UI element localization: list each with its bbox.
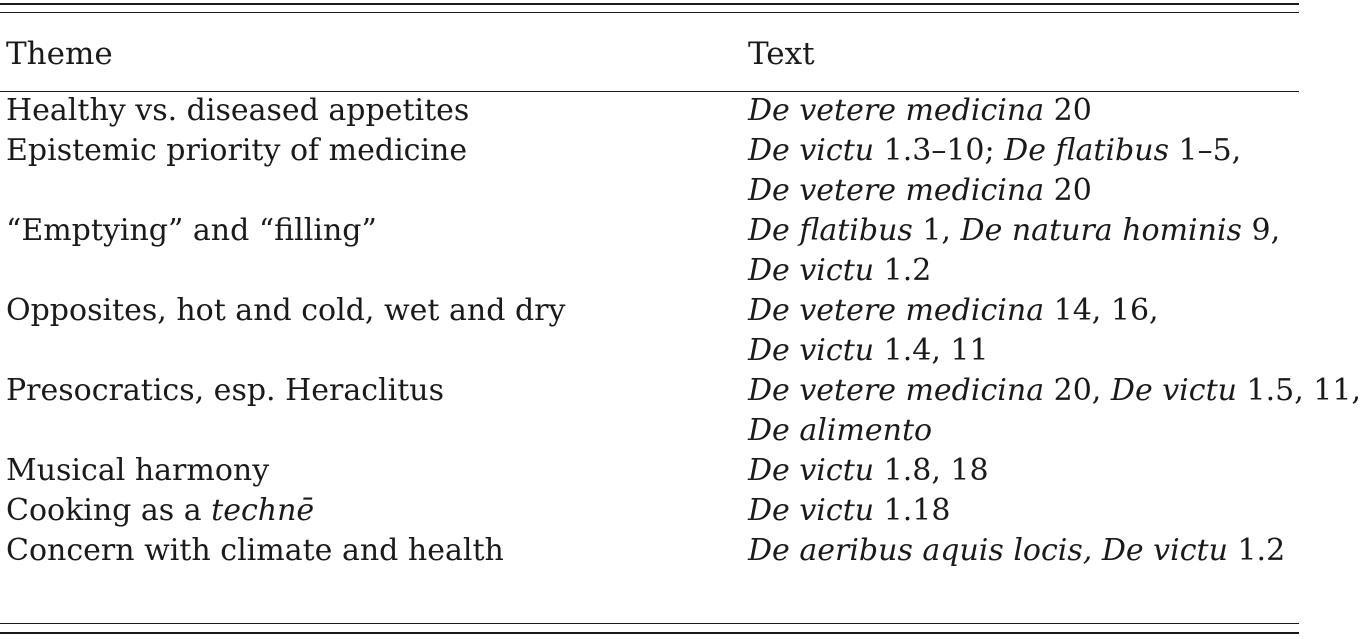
table-row xyxy=(0,291,1299,331)
passage-ref: 14, 16, xyxy=(1044,293,1159,328)
table-row-continuation xyxy=(0,411,1299,451)
theme-cell xyxy=(6,491,314,531)
table-row-continuation xyxy=(0,171,1299,211)
header-theme: Theme xyxy=(6,36,113,72)
work-title: De flatibus xyxy=(748,213,913,248)
theme-text: Presocratics, esp. Heraclitus xyxy=(6,373,445,408)
bottom-rule-inner xyxy=(0,623,1299,624)
theme-text: Epistemic priority of medicine xyxy=(6,133,468,168)
work-title: De flatibus xyxy=(1004,133,1169,168)
work-title: De victu xyxy=(748,253,875,288)
text-cell xyxy=(748,211,1280,251)
passage-ref: 20 xyxy=(1044,173,1092,208)
table-row-continuation xyxy=(0,331,1299,371)
table-row xyxy=(0,451,1299,491)
passage-ref: 1.2 xyxy=(1227,533,1286,568)
passage-ref: 1.18 xyxy=(874,493,951,528)
bottom-rule-outer xyxy=(0,632,1299,634)
theme-cell xyxy=(6,451,269,491)
text-cell xyxy=(748,291,1159,331)
text-cell xyxy=(748,491,950,531)
table-row-continuation xyxy=(0,251,1299,291)
table-row xyxy=(0,131,1299,171)
text-cell xyxy=(748,91,1092,131)
work-title: De vetere medicina xyxy=(748,373,1045,408)
theme-text: Opposites, hot and cold, wet and dry xyxy=(6,293,566,328)
passage-ref: 1, xyxy=(912,213,961,248)
passage-ref: 1.5, 11, xyxy=(1236,373,1361,408)
theme-cell xyxy=(6,211,377,251)
text-cell xyxy=(748,371,1361,411)
work-title: De victu xyxy=(1110,373,1237,408)
top-rule-inner xyxy=(0,12,1299,13)
theme-text: Cooking as a xyxy=(6,493,212,528)
passage-ref: 1.4, 11 xyxy=(874,333,989,368)
table-row xyxy=(0,211,1299,251)
theme-italic-text: technē xyxy=(211,493,315,528)
work-title: De vetere medicina xyxy=(748,173,1045,208)
work-title: De vetere medicina xyxy=(748,93,1045,128)
passage-ref: 1.8, 18 xyxy=(874,453,989,488)
text-cell xyxy=(748,131,1241,171)
table-row xyxy=(0,491,1299,531)
work-title: De aeribus aquis locis, De victu xyxy=(748,533,1228,568)
passage-ref: 1–5, xyxy=(1168,133,1242,168)
text-cell xyxy=(748,531,1285,571)
work-title: De alimento xyxy=(748,413,933,448)
theme-cell xyxy=(6,291,565,331)
passage-ref: 1.2 xyxy=(874,253,932,288)
passage-ref: 1.3–10; xyxy=(874,133,1005,168)
table-row xyxy=(0,531,1299,571)
theme-cell xyxy=(6,131,467,171)
theme-text: “Emptying” and “filling” xyxy=(6,213,377,248)
work-title: De victu xyxy=(748,333,875,368)
theme-text: Concern with climate and health xyxy=(6,533,504,568)
table-header-row xyxy=(0,34,1299,74)
theme-cell xyxy=(6,91,469,131)
work-title: De victu xyxy=(748,133,875,168)
text-cell xyxy=(748,251,931,291)
theme-text: Musical harmony xyxy=(6,453,270,488)
top-rule-outer xyxy=(0,3,1299,5)
passage-ref: 9, xyxy=(1241,213,1281,248)
passage-ref: 20, xyxy=(1044,373,1111,408)
work-title: De victu xyxy=(748,453,875,488)
theme-text: Healthy vs. diseased appetites xyxy=(6,93,470,128)
theme-cell xyxy=(6,371,444,411)
work-title: De victu xyxy=(748,493,875,528)
text-cell xyxy=(748,451,989,491)
work-title: De natura hominis xyxy=(960,213,1242,248)
text-cell xyxy=(748,331,989,371)
work-title: De vetere medicina xyxy=(748,293,1045,328)
table-row xyxy=(0,91,1299,131)
text-cell xyxy=(748,171,1092,211)
passage-ref: 20 xyxy=(1044,93,1092,128)
text-cell xyxy=(748,411,932,451)
header-text: Text xyxy=(748,36,815,72)
theme-cell xyxy=(6,531,504,571)
table-row xyxy=(0,371,1361,411)
